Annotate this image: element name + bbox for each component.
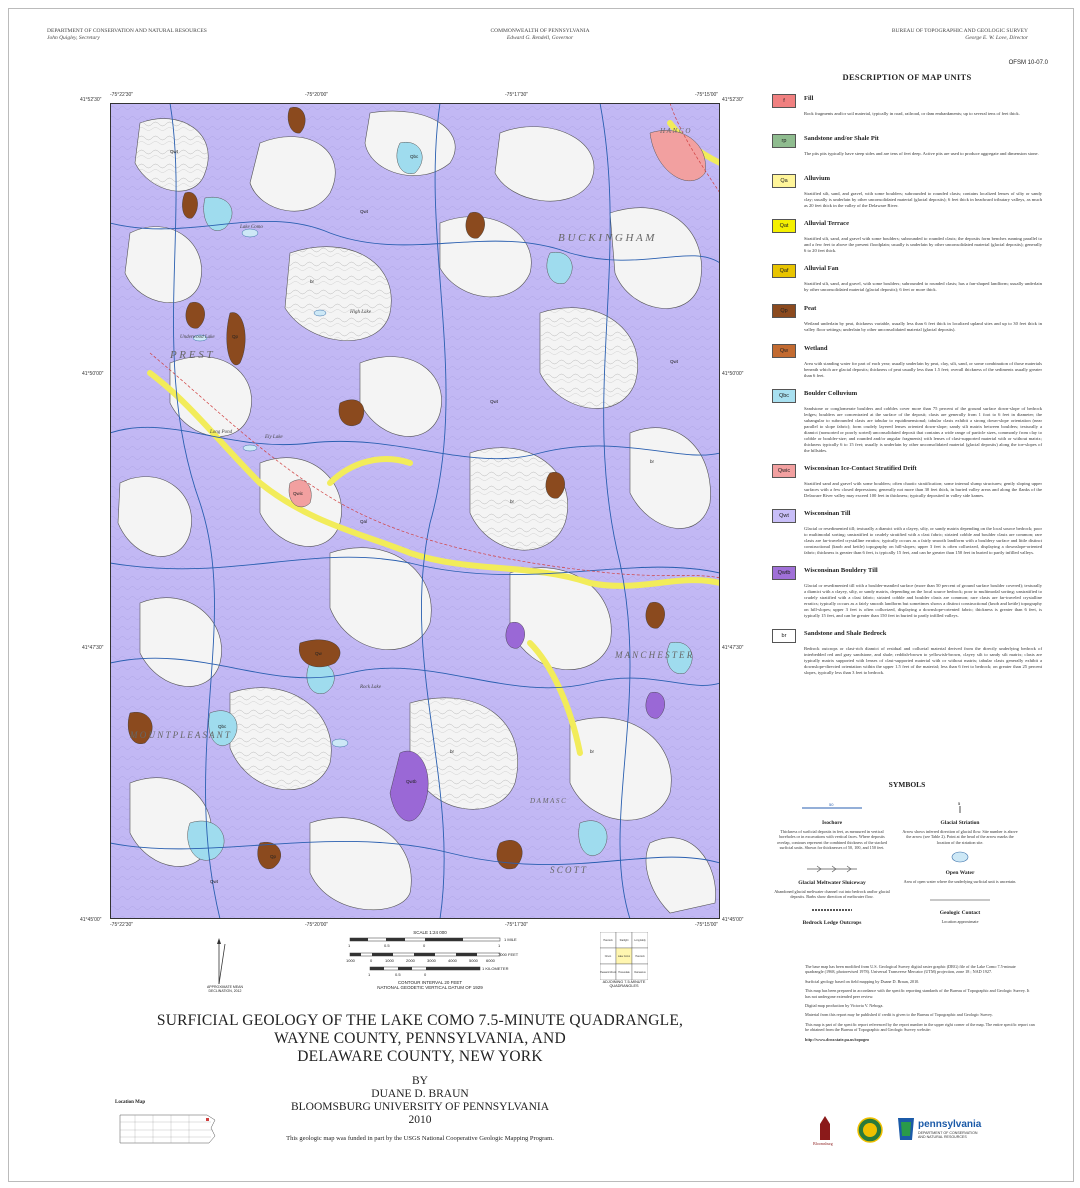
coord-right-1: 41°50'00" (722, 371, 744, 377)
scale-feet-tick: 4000 (448, 958, 457, 963)
quad-cell: Hancock (603, 939, 613, 942)
unit-label: Qwtb (406, 779, 417, 784)
unit-label: Qwt (490, 399, 499, 404)
unit-name: Alluvial Terrace (804, 220, 849, 227)
legend-unit-br (772, 629, 1042, 676)
quad-cell: Starlight (619, 939, 629, 942)
unit-description: Stratified silt, sand, and gravel with some boulders; subrounded to rounded clasts; the deposits form benches running parallel to and a few feet to above the present floodplain; usually is underlain by other unconsolidated material (glacial deposits); generally 6 to 20 feet thick. (804, 236, 1042, 253)
contact-line-icon (930, 897, 990, 903)
place-underwood: Underwood Lake (180, 335, 215, 340)
header-right (892, 28, 1028, 42)
unit-swatch: Qwic (772, 464, 796, 478)
map-note: Surficial geology based on field mapping by Duane D. Braun, 2010. (805, 978, 920, 984)
symbol-open-water (900, 850, 1020, 884)
unit-swatch: Qbc (772, 389, 796, 403)
unit-description: Glacial or resedimented till; texturally a diamict with a clayey, silty, or sandy matrix depending on the local source bedrock; poor to multimodal sorting; unstratified to crudely stratified with a clast fabric; striated cobble and boulder clasts are common; rare clasts are far-traveled crystalline erratics; typically occurs as a fairly smooth landform with a bouldery surface and little distinct constructional (knob and kettle) topography on hill-slopes; upper 3 feet is often colluvized, displaying a downslope-oriented fabric; thickness is greater than 6 feet, is typically 15 feet, and can be greater than 150 feet in buried to partly infilled valleys. (804, 526, 1042, 555)
series-number: OFSM 10-07.0 (1008, 60, 1048, 66)
coord-br-lat: 41°45'00" (722, 917, 744, 923)
legend-unit-qaf (772, 264, 1042, 294)
coord-left-1: 41°50'00" (82, 371, 104, 377)
place-ely-lake: Ely Lake (265, 435, 283, 440)
place-lake-como: Lake Como (240, 225, 263, 230)
legend-unit-qwt (772, 509, 1042, 556)
unit-label: Qp (270, 854, 277, 859)
unit-label: Qwt (670, 359, 679, 364)
unit-name: Peat (804, 305, 817, 312)
quad-cell: Honesdale (618, 971, 630, 974)
bloomsburg-logo (813, 1116, 833, 1146)
unit-label: Qbc (410, 154, 419, 159)
scale-bar-graphic (330, 935, 530, 979)
coord-bl-lat: 41°45'00" (80, 917, 102, 923)
scale-bar (330, 930, 530, 990)
ledge-outcrop-icon (812, 907, 852, 913)
symbol-name: Glacial Striation (940, 820, 980, 826)
unit-swatch: Qaf (772, 264, 796, 278)
unit-swatch: Qw (772, 344, 796, 358)
unit-name: Boulder Colluvium (804, 390, 858, 397)
scale-km-tick: 0.5 (395, 972, 401, 977)
unit-name: Alluvial Fan (804, 265, 839, 272)
unit-swatch: Qwtb (772, 566, 796, 580)
location-map (115, 1110, 220, 1148)
map-note: This map has been prepared in accordance with the specific reporting standards of the Bureau of Topographic and Geologic Survey. It has not undergone extended peer review. (805, 988, 1030, 999)
unit-label: Qbc (218, 724, 227, 729)
unit-swatch: Qwt (772, 509, 796, 523)
quad-cell: Long Eddy (634, 939, 646, 942)
symbol-desc: Thickness of surficial deposits in feet, as measured in vertical boreholes or in excavations with vertical faces. Where deposits overlap, contours represent the combined thickness of the stacked surficial units. Shown for thicknesses of 50, 100, and 150 feet. (776, 829, 888, 850)
vertical-datum: NATIONAL GEODETIC VERTICAL DATUM OF 1929 (377, 985, 483, 990)
unit-label: Qw (315, 651, 322, 656)
symbol-desc: Abandoned glacial meltwater channel cut into bedrock and/or glacial deposits. Barbs show direction of meltwater flow. (774, 889, 890, 900)
symbol-striation (900, 800, 1020, 845)
author-name: DUANE D. BRAUN (371, 1088, 469, 1100)
map-note: http://www.dcnr.state.pa.us/topogeo (805, 1036, 870, 1042)
quadrangle-index (600, 932, 648, 980)
map-note: Material from this report may be published if credit is given to the Bureau of Topographic and Geologic Survey. (805, 1012, 993, 1018)
north-arrow-icon (205, 936, 245, 986)
title-line-1: SURFICIAL GEOLOGY OF THE LAKE COMO 7.5-MINUTE QUADRANGLE, (156, 1012, 684, 1029)
quad-cell: Lake Como (617, 955, 631, 958)
dcnr-line-1: DEPARTMENT OF CONSERVATION (918, 1131, 978, 1135)
geologic-map-svg (110, 103, 720, 919)
scale-feet-tick: 0 (370, 958, 373, 963)
unit-label: Qp (232, 334, 239, 339)
map-title (60, 1012, 780, 1066)
by-label: BY (412, 1075, 428, 1087)
symbol-name: Glacial Meltwater Sluiceway (798, 880, 866, 886)
scale-feet-tick: 1000 (385, 958, 394, 963)
scale-km-tick: 1 (368, 972, 371, 977)
scale-km-label: 1 KILOMETER (482, 966, 509, 971)
coord-br-lon: -75°15'00" (695, 922, 719, 928)
coord-bl-lon: -75°22'30" (110, 922, 134, 928)
sluiceway-icon (807, 865, 857, 873)
quadrangle-location-marker (206, 1118, 209, 1121)
place-hancock: H A N C O (660, 127, 691, 135)
unit-description: Rock fragments and/or soil material, typically in road, railroad, or dam embankments; up to several tens of feet thick. (804, 111, 1020, 116)
coord-tr-lat: 41°52'30" (722, 97, 744, 103)
place-preston: P R E S T (170, 349, 213, 361)
place-mount-pleasant: M O U N T P L E A S A N T (130, 730, 230, 740)
unit-label: br (590, 749, 595, 754)
unit-swatch: br (772, 629, 796, 643)
unit-name: Alluvium (804, 175, 831, 182)
unit-name: Wetland (804, 345, 828, 352)
unit-description: Stratified sand and gravel with some boulders; often chaotic stratification; some internal slump structures; gently sloping upper surfaces with a few closed depressions; generally not more than 30 feet thick, in buried valley areas and along the flanks of the Delaware River valley may exceed 100 feet in thickness; typically deposited in valley side kames. (804, 481, 1042, 498)
dcnr-line-2: AND NATURAL RESOURCES (918, 1135, 967, 1139)
scale-mile-tick: 1 (498, 943, 501, 948)
unit-label: Qwt (210, 879, 219, 884)
publication-year: 2010 (408, 1114, 432, 1126)
unit-description: Bedrock outcrops or clast-rich diamict of residual and colluvial material derived from the directly underlying bedrock of interbedded red and gray sandstone, and shale; reddish-brown to yellowish-brown, clayey silt to sandy silt matrix; clasts are typically matrix supported with lenses of clast-supported material with or without matrix; tabular clasts generally exhibit a downslope-directed orientation within the upper 1.5 feet of the material; less than 6 feet to bedrock; on greater than 25 percent slopes, typically less than 3 feet to bedrock. (804, 646, 1042, 675)
unit-name: Sandstone and/or Shale Pit (804, 135, 879, 142)
coord-tl-lat: 41°52'30" (80, 97, 102, 103)
scale-mile-tick: 0 (423, 943, 426, 948)
symbol-desc: Location approximate (941, 919, 979, 924)
header-bureau: BUREAU OF TOPOGRAPHIC AND GEOLOGIC SURVEY (891, 28, 1028, 34)
symbols-legend (772, 780, 1042, 795)
location-map-label: Location Map (115, 1100, 146, 1105)
unit-name: Wisconsinan Till (804, 510, 851, 517)
header-secretary: John Quigley, Secretary (47, 35, 100, 41)
isochore-value: 50 (829, 803, 834, 807)
bloomsburg-text: Bloomsburg (813, 1141, 833, 1146)
header-dept: DEPARTMENT OF CONSERVATION AND NATURAL RESOURCES (47, 28, 207, 34)
legend-unit-qp (772, 304, 1042, 334)
symbol-name: Isochore (821, 820, 843, 826)
coord-right-2: 41°47'30" (722, 645, 744, 651)
unit-label: br (650, 459, 655, 464)
scale-feet-tick: 2000 (406, 958, 415, 963)
scale-mile-tick: 0.5 (384, 943, 390, 948)
legend-unit-qw (772, 344, 1042, 379)
coord-top-1: -75°20'00" (305, 92, 329, 98)
scale-feet-label: 7000 FEET (498, 952, 519, 957)
unit-label: br (450, 749, 455, 754)
symbol-name: Geologic Contact (939, 910, 981, 916)
title-line-3: DELAWARE COUNTY, NEW YORK (297, 1048, 543, 1065)
legend-unit-qat (772, 219, 1042, 254)
quad-cell: Orson (604, 955, 612, 958)
symbol-name: Open Water (945, 870, 975, 876)
map-note: The base map has been modified from U.S. Geological Survey digital raster graphic (DRG) file of the Lake Como 7.5-minute quadrangle (1968, photorevised 1978). Universal Transverse Mercator (UTM) projection, zone 18 ; NAD 1927. (805, 964, 1016, 975)
legend-unit-qwic (772, 464, 1042, 499)
symbol-desc: Area of open water where the underlying surficial unit is uncertain. (903, 879, 1017, 884)
legend-title: DESCRIPTION OF MAP UNITS (842, 72, 972, 82)
coord-top-2: -75°17'30" (505, 92, 529, 98)
declination-label: APPROXIMATE MEAN DECLINATION, 2012 (206, 985, 244, 993)
map-units-legend (772, 72, 1042, 686)
unit-swatch: Qp (772, 304, 796, 318)
symbol-desc: Arrow shows inferred direction of glacial flow. Site number is above the arrow (see Table 2). Point at the head of the arrow marks the location of the striation site. (902, 829, 1018, 845)
unit-label: Qal (360, 519, 368, 524)
author-affiliation: BLOOMSBURG UNIVERSITY OF PENNSYLVANIA (290, 1101, 550, 1113)
funding-note: This geologic map was funded in part by the USGS National Cooperative Geologic Mapping Program. (286, 1135, 554, 1142)
scale-mile-label: 1 MILE (504, 937, 517, 942)
place-scott: S C O T T (550, 865, 586, 875)
scale-title: SCALE 1:24 000 (413, 930, 447, 935)
pennsylvania-keystone-icon (898, 1118, 914, 1140)
legend-unit-rp (772, 134, 1042, 164)
symbol-contact (900, 890, 1020, 924)
coord-left-2: 41°47'30" (82, 645, 104, 651)
unit-name: Wisconsinan Ice-Contact Stratified Drift (804, 465, 917, 472)
geologic-map[interactable] (110, 103, 720, 919)
scale-km-tick: 0 (424, 972, 427, 977)
scale-mile-tick: 1 (348, 943, 351, 948)
scale-feet-tick: 3000 (427, 958, 436, 963)
coord-tl-lon: -75°22'30" (110, 92, 134, 98)
quad-cell: Damascus (634, 971, 646, 974)
unit-description: Glacial or resedimented till with a boulder-mantled surface (more than 50 percent of ground surface boulder covered); texturally a diamict with a clayey, silty, or sandy matrix, depending on the local source bedrock; poor to multimodal sorting; unstratified to crudely stratified with a clast fabric; striated cobble and boulder clasts are common; rare clasts are far-traveled crystalline erratics; typically occurs as a fairly smooth landform but sometimes shows a distinct constructional (knob and kettle) topography on hill-slopes; upper 3 feet is often colluvized, displaying a downslope-oriented fabric; thickness is greater than 6 feet, is typically 15 feet, and can be greater than 150 feet in buried to partly infilled valleys. (804, 583, 1042, 618)
symbol-isochore (772, 800, 892, 850)
symbol-ledge (772, 900, 892, 926)
unit-swatch: rp (772, 134, 796, 148)
unit-description: Area with standing water for part of each year; usually underlain by peat, clay, silt, sand, or some combination of those materials beneath which are glacial deposits; thickness of peat usually less than 1.5 feet; overall thickness of the sediments usually greater than 6 feet. (804, 361, 1042, 378)
header-governor: Edward G. Rendell, Governor (506, 35, 574, 41)
header-commonwealth: COMMONWEALTH OF PENNSYLVANIA (490, 28, 590, 34)
unit-label: Qwic (293, 491, 303, 496)
unit-description: Stratified silt, sand, and gravel, with some boulders; subrounded to rounded clasts; has a fan-shaped landform; usually underlain by other unconsolidated material (glacial deposits); 6 feet or more thick. (804, 281, 1042, 292)
unit-name: Sandstone and Shale Bedrock (804, 630, 887, 637)
symbol-sluiceway (772, 860, 892, 900)
unit-label: Qwt (360, 209, 369, 214)
title-line-2: WAYNE COUNTY, PENNSYLVANIA, AND (274, 1030, 566, 1047)
scale-feet-tick: 1000 (346, 958, 355, 963)
map-notes (805, 964, 1035, 1046)
agency-logos (810, 1112, 1050, 1146)
place-high-lake: High Lake (350, 310, 371, 315)
unit-label: br (310, 279, 315, 284)
unit-label: br (510, 499, 515, 504)
unit-description: Stratified silt, sand, and gravel, with some boulders; subrounded to rounded clasts; contains localized lenses of silty or sandy clay; usually is underlain by other unconsolidated material (glacial deposits); 6 feet thick in headward tributary valleys, as much as 20 feet thick in the valley of the Delaware River. (804, 191, 1042, 208)
header-director: George E. W. Love, Director (965, 35, 1028, 41)
place-damascus: D A M A S C (530, 797, 566, 805)
map-note: Digital map production by Victoria V. Neboga. (805, 1003, 884, 1009)
striation-site: 5 (958, 801, 961, 806)
legend-unit-qwtb (772, 566, 1042, 619)
scale-feet-tick: 6000 (486, 958, 495, 963)
place-rock-lake: Rock Lake (360, 685, 381, 690)
unit-name: Fill (804, 95, 814, 102)
pennsylvania-wordmark: pennsylvania (918, 1119, 982, 1130)
usgs-seal-icon (858, 1118, 882, 1142)
quad-cell: Hancock (635, 955, 645, 958)
place-buckingham: B U C K I N G H A M (558, 232, 655, 244)
legend-unit-qbc (772, 389, 1042, 454)
isochore-line-icon (802, 803, 862, 813)
unit-description: Sandstone or conglomerate boulders and cobbles cover more than 75 percent of the ground surface down-slope of bedrock ledges; boulders are concentrated at the surface of the deposit; clasts are generally from 1 foot to 6 feet in diameter; the subangular to subrounded clasts are tabular to equidimensional; tabular clasts exhibit a strong down-slope orientation (near parallel to slope fabric); form crudely layered lenses oriented down-slope; sandy silt matrix between boulders; texturally a diamict (nonsorted or poorly sorted) unconsolidated deposit that contains a wide range of particle sizes, commonly from clay to cobble or boulder-size; and rounded and/or angular fragments) with lenses of clast-supported material with or without matrix; thickness typically 6 to 15 feet; usually is underlain by other unconsolidated material (glacial deposits) along the toe-slopes of the hillsides. (804, 406, 1042, 453)
quad-index-label: ADJOINING 7.5-MINUTE QUADRANGLES (602, 980, 646, 988)
place-manchester: M A N C H E S T E R (615, 650, 693, 660)
unit-swatch: Qa (772, 174, 796, 188)
coord-tr-lon: -75°15'00" (695, 92, 719, 98)
map-note: This map is part of the specific report referenced by the report number in the upper right corner of the map. The entire specific report can be obtained from the Bureau of Topographic and Geologic Survey website: (805, 1021, 1035, 1033)
striation-arrow-icon (950, 801, 970, 813)
coord-bot-1: -75°20'00" (305, 922, 329, 928)
unit-label: Qwt (170, 149, 179, 154)
unit-description: Wetland underlain by peat, thickness variable, usually less than 6 feet thick in localized upland sites and up to 30 feet thick in valley floor settings; underlain by other unconsolidated material (glacial deposits). (804, 321, 1042, 332)
unit-swatch: Qat (772, 219, 796, 233)
open-water-icon (950, 851, 970, 863)
contour-interval: CONTOUR INTERVAL 20 FEET (397, 980, 463, 985)
symbols-title: SYMBOLS (888, 780, 926, 789)
place-long-pond: Long Pond (210, 430, 233, 435)
quad-cell: Pleasant Mount (600, 971, 617, 974)
legend-unit-qa (772, 174, 1042, 209)
unit-name: Wisconsinan Bouldery Till (804, 567, 878, 574)
unit-swatch: f (772, 94, 796, 108)
coord-bot-2: -75°17'30" (505, 922, 529, 928)
legend-unit-f (772, 94, 1042, 124)
scale-feet-tick: 5000 (469, 958, 478, 963)
symbol-name: Bedrock Ledge Outcrops (802, 920, 862, 926)
unit-description: The pits pits typically have steep sides and are tens of feet deep. Active pits are used to produce aggregate and dimension stone. (804, 151, 1039, 156)
